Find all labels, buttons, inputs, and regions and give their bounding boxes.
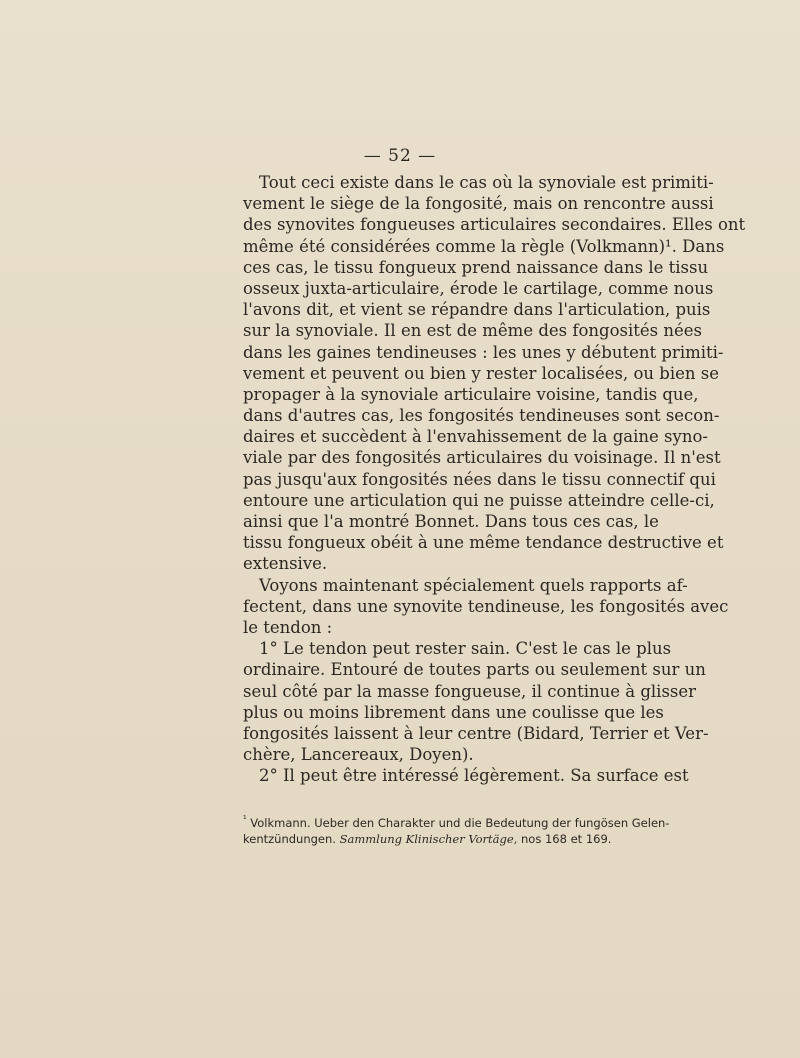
text-line: fectent, dans une synovite tendineuse, les fongosités avec [243,596,729,616]
text-line: 2° Il peut être intéressé légèrement. Sa surface est [259,766,689,786]
text-line: viale par des fongosités articulaires du voisinage. Il n'est [243,448,721,468]
footnote-text: Volkmann. Ueber den Charakter und die Bedeutung der fungösen Gelen- [250,815,670,830]
text-line: ainsi que l'a montré Bonnet. Dans tous ces cas, le [243,512,659,531]
paragraph-3 [243,638,709,765]
footnote-line-1 [243,812,670,831]
page-number: — 52 — [363,146,437,166]
footnote-marker: ¹ [243,815,247,825]
text-line: dans d'autres cas, les fongosités tendineuses sont secon- [243,406,720,426]
text-line: osseux juxta-articulaire, érode le cartilage, comme nous [243,278,714,298]
text-line: tissu fongueux obéit à une même tendance destructive et [243,533,724,553]
text-line: vement le siège de la fongosité, mais on rencontre aussi [243,194,714,214]
text-line: daires et succèdent à l'envahissement de la gaine syno- [243,427,708,447]
text-line: même été considérées comme la règle (Volkmann)¹. Dans [243,236,725,256]
text-line: le tendon : [243,617,333,637]
paragraph-1 [243,172,746,575]
footnote [243,812,670,847]
text-line: ces cas, le tissu fongueux prend naissance dans le tissu [243,257,709,277]
text-line: pas jusqu'aux fongosités nées dans le tissu connectif qui [243,469,716,489]
text-line: des synovites fongueuses articulaires secondaires. Elles ont [243,215,746,235]
text-line: Voyons maintenant spécialement quels rapports af- [259,575,688,595]
text-line: l'avons dit, et vient se répandre dans l'articulation, puis [243,300,711,320]
paragraph-2 [243,575,729,639]
text-line: ordinaire. Entouré de toutes parts ou seulement sur un [243,660,706,680]
footnote-text: kentzündungen. [243,831,336,846]
text-line: plus ou moins librement dans une coulisse que les [243,702,664,722]
text-line: extensive. [243,554,328,574]
text-line: chère, Lancereaux, Doyen). [243,745,474,765]
text-line: vement et peuvent ou bien y rester localisées, ou bien se [243,363,719,383]
text-line: 1° Le tendon peut rester sain. C'est le cas le plus [259,639,672,659]
text-line: Tout ceci existe dans le cas où la synoviale est primiti- [259,173,714,192]
paragraph-4 [243,765,689,786]
body-text [243,172,746,786]
footnote-line-2 [243,831,643,847]
text-line: seul côté par la masse fongueuse, il continue à glisser [243,681,697,701]
footnote-title: Sammlung Klinischer Vortäge, [339,831,518,846]
text-line: dans les gaines tendineuses : les unes y débutent primiti- [243,342,724,362]
footnote-text: nos 168 et 169. [521,831,612,846]
text-line: sur la synoviale. Il en est de même des fongosités nées [243,321,703,341]
text-line: fongosités laissent à leur centre (Bidard, Terrier et Ver- [243,723,709,743]
text-line: propager à la synoviale articulaire voisine, tandis que, [243,384,699,404]
text-line: entoure une articulation qui ne puisse atteindre celle-ci, [243,490,715,510]
